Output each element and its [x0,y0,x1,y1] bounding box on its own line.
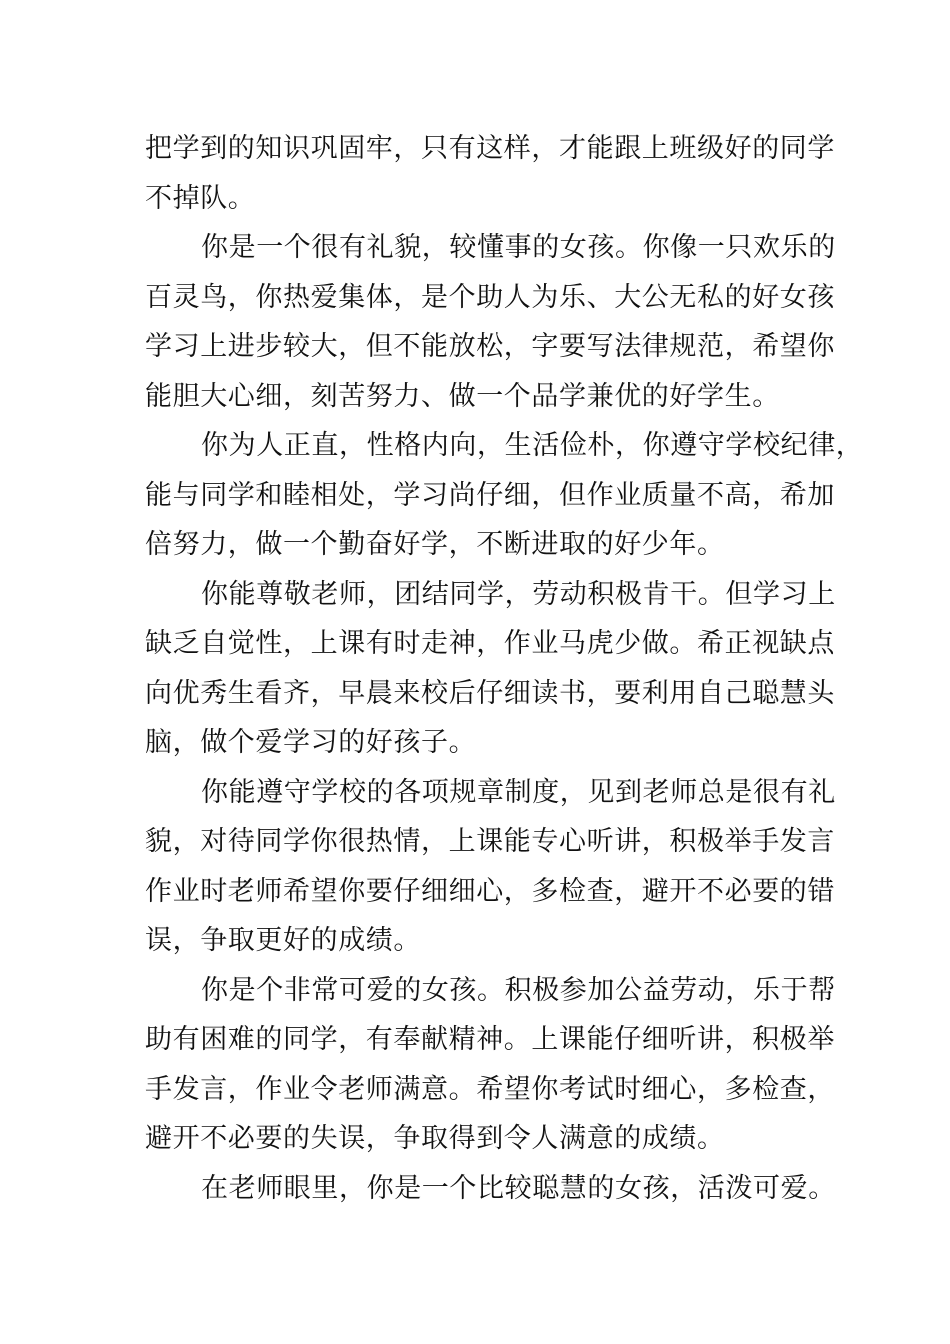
text-line: 能与同学和睦相处，学习尚仔细，但作业质量不高，希加 [145,479,835,511]
paragraph-first-line: 你能尊敬老师，团结同学，劳动积极肯干。但学习上 [201,578,836,610]
text-line: 助有困难的同学，有奉献精神。上课能仔细听讲，积极举 [145,1024,835,1055]
text-line: 能胆大心细，刻苦努力、做一个品学兼优的好学生。 [145,380,780,412]
text-line: 把学到的知识巩固牢，只有这样，才能跟上班级好的同学 [145,133,835,164]
document-body [145,124,864,1213]
paragraph-first-line: 你为人正直，性格内向，生活俭朴，你遵守学校纪律， [201,430,864,461]
text-line: 貌，对待同学你很热情，上课能专心听讲，积极举手发言 [145,826,835,857]
text-line: 百灵鸟，你热爱集体，是个助人为乐、大公无私的好女孩 [145,281,835,313]
text-line: 脑，做个爱学习的好孩子。 [145,727,477,758]
text-line: 避开不必要的失误，争取得到令人满意的成绩。 [145,1123,725,1154]
text-line: 向优秀生看齐，早晨来校后仔细读书，要利用自己聪慧头 [145,677,835,709]
paragraph-first-line: 你是一个很有礼貌，较懂事的女孩。你像一只欢乐的 [201,232,836,263]
text-line: 作业时老师希望你要仔细细心，多检查，避开不必要的错 [145,875,835,907]
paragraph-first-line: 你是个非常可爱的女孩。积极参加公益劳动，乐于帮 [201,974,836,1006]
text-line: 学习上进步较大，但不能放松，字要写法律规范，希望你 [145,331,835,362]
text-line: 倍努力，做一个勤奋好学，不断进取的好少年。 [145,529,725,560]
text-line: 不掉队。 [145,182,256,214]
text-line: 误，争取更好的成绩。 [145,925,421,956]
paragraph-first-line: 你能遵守学校的各项规章制度，见到老师总是很有礼 [201,776,836,808]
paragraph-first-line: 在老师眼里，你是一个比较聪慧的女孩，活泼可爱。 [201,1172,836,1204]
text-line: 缺乏自觉性，上课有时走神，作业马虎少做。希正视缺点 [145,628,835,659]
text-line: 手发言，作业令老师满意。希望你考试时细心，多检查， [145,1073,835,1105]
